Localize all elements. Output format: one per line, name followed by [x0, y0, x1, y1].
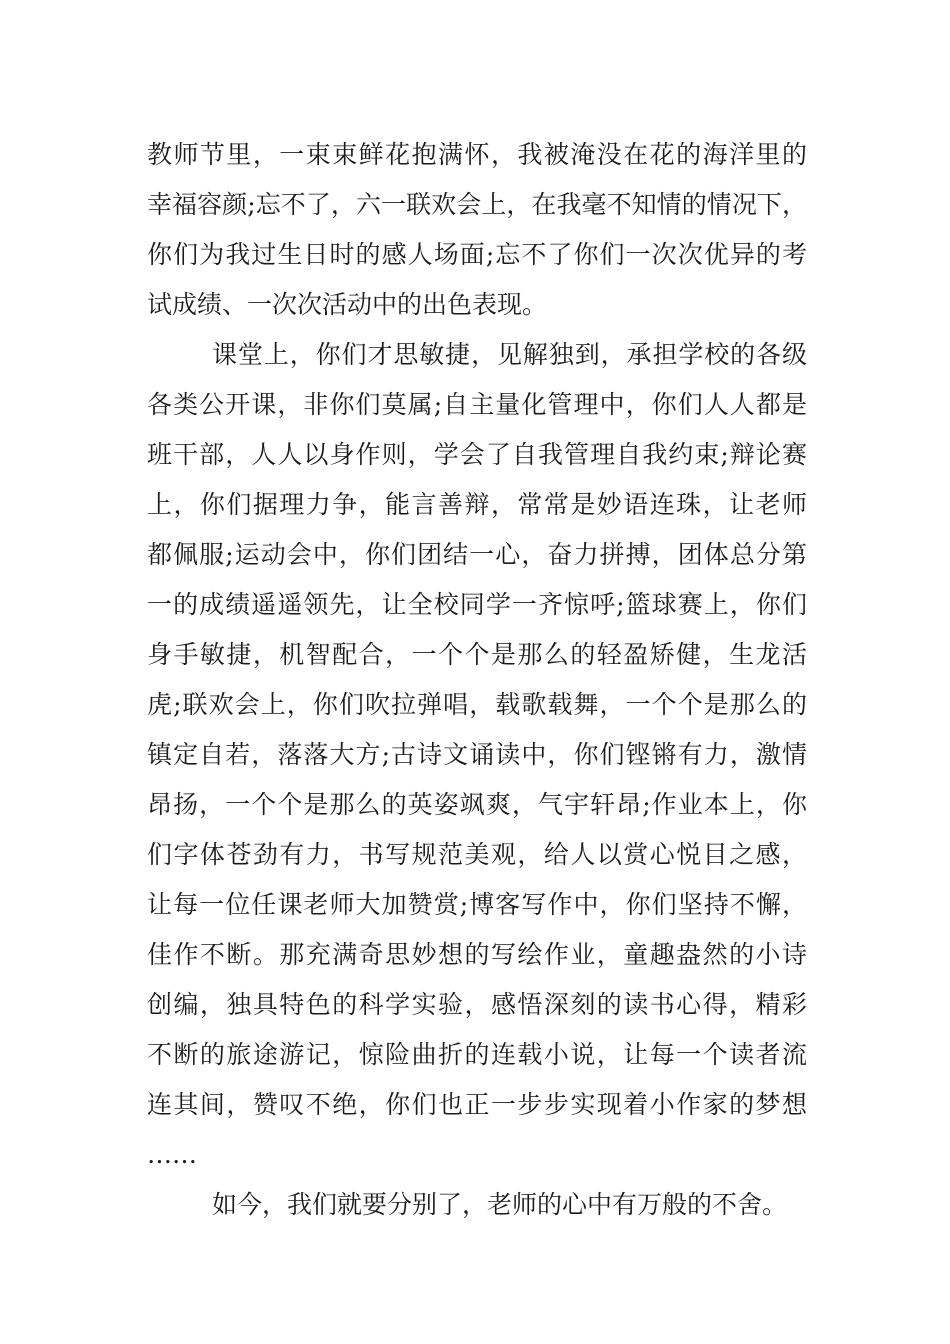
- text-line: 昂扬，一个个是那么的英姿飒爽，气宇轩昂;作业本上，你: [147, 790, 807, 819]
- text-line: 教师节里，一束束鲜花抱满怀，我被淹没在花的海洋里的: [147, 140, 807, 169]
- text-line: 佳作不断。那充满奇思妙想的写绘作业，童趣盎然的小诗: [147, 940, 807, 969]
- text-line: 连其间，赞叹不绝，你们也正一步步实现着小作家的梦想: [147, 1090, 807, 1119]
- text-line: 镇定自若，落落大方;古诗文诵读中，你们铿锵有力，激情: [147, 740, 807, 769]
- document-body: [147, 130, 807, 1230]
- text-line: 虎;联欢会上，你们吹拉弹唱，载歌载舞，一个个是那么的: [147, 690, 807, 719]
- text-line: 都佩服;运动会中，你们团结一心，奋力拼搏，团体总分第: [147, 540, 807, 569]
- text-line: 课堂上，你们才思敏捷，见解独到，承担学校的各级: [212, 340, 807, 369]
- text-line: 你们为我过生日时的感人场面;忘不了你们一次次优异的考: [147, 240, 807, 269]
- text-line: 不断的旅途游记，惊险曲折的连载小说，让每一个读者流: [147, 1040, 807, 1069]
- paragraph-1: [147, 130, 807, 330]
- text-line: ……: [147, 1140, 197, 1169]
- text-line: 上，你们据理力争，能言善辩，常常是妙语连珠，让老师: [147, 490, 807, 519]
- text-line: 身手敏捷，机智配合，一个个是那么的轻盈矫健，生龙活: [147, 640, 807, 669]
- text-line: 如今，我们就要分别了，老师的心中有万般的不舍。: [212, 1190, 788, 1219]
- text-line: 创编，独具特色的科学实验，感悟深刻的读书心得，精彩: [147, 990, 807, 1019]
- text-line: 各类公开课，非你们莫属;自主量化管理中，你们人人都是: [147, 390, 807, 419]
- paragraph-3: [147, 1180, 807, 1230]
- text-line: 试成绩、一次次活动中的出色表现。: [147, 290, 548, 319]
- text-line: 班干部，人人以身作则，学会了自我管理自我约束;辩论赛: [147, 440, 807, 469]
- text-line: 们字体苍劲有力，书写规范美观，给人以赏心悦目之感，: [147, 840, 807, 869]
- text-line: 一的成绩遥遥领先，让全校同学一齐惊呼;篮球赛上，你们: [147, 590, 807, 619]
- paragraph-2: [147, 330, 807, 1180]
- text-line: 让每一位任课老师大加赞赏;博客写作中，你们坚持不懈，: [147, 890, 807, 919]
- text-line: 幸福容颜;忘不了，六一联欢会上，在我毫不知情的情况下，: [147, 190, 807, 219]
